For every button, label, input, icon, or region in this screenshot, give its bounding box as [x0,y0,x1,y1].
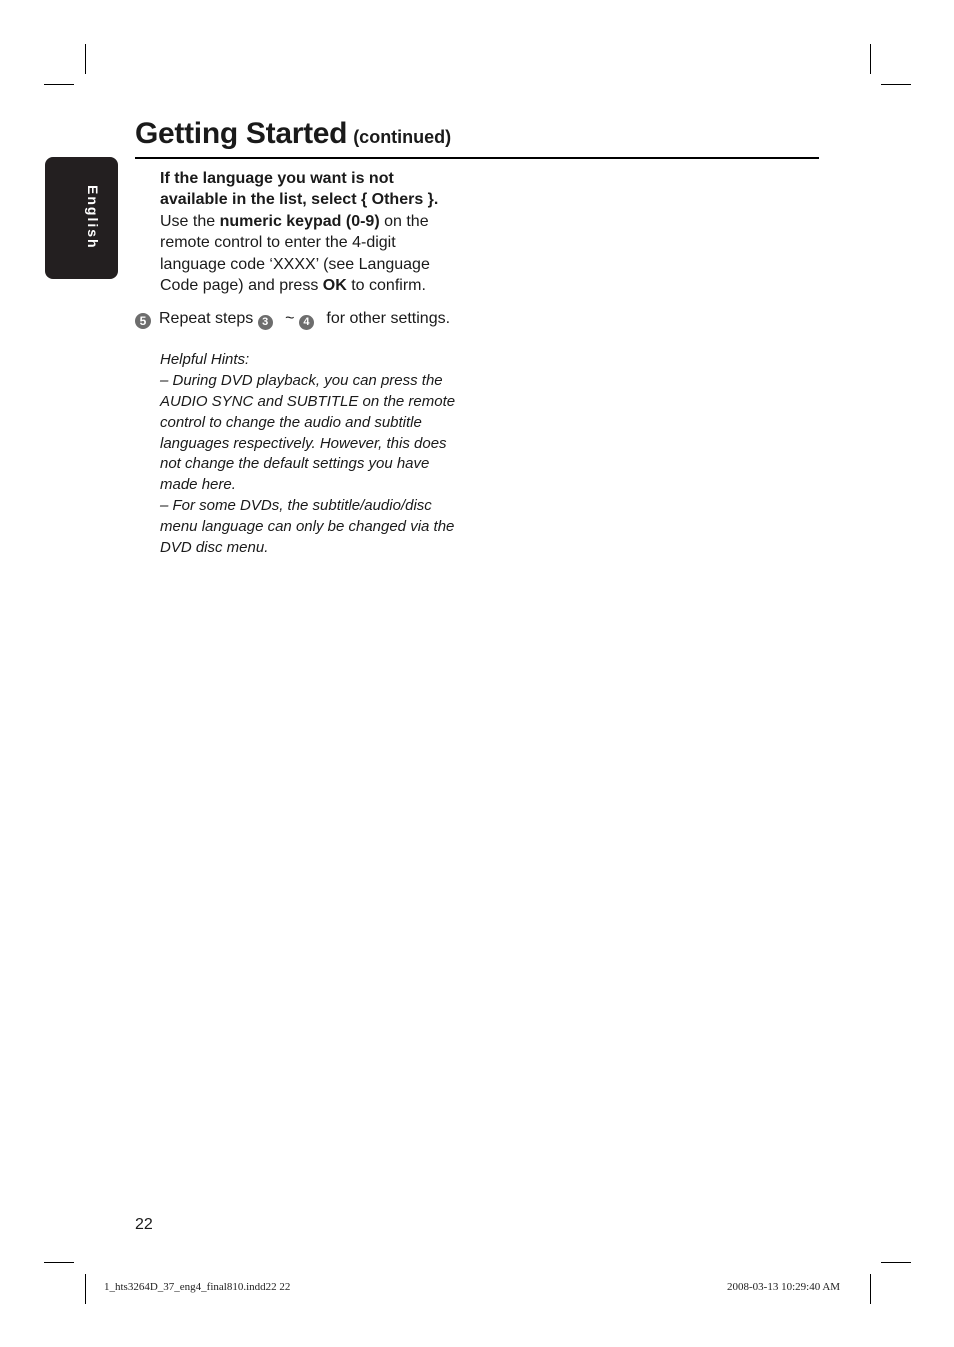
step-number-badge: 5 [135,313,151,329]
step-tilde: ~ [280,310,299,328]
crop-mark [881,1262,911,1263]
hints-heading: Helpful Hints: [160,351,250,369]
page-title [135,117,451,151]
step-ref-badge: 4 [299,315,314,330]
crop-mark [85,1274,86,1304]
hint-item: – During DVD playback, you can press the AUDIO SYNC and SUBTITLE on the remote control to change the audio and subtitle languages respectively. However, this does not change the default settings you have made here. [160,372,456,494]
crop-mark [85,44,86,74]
language-side-tab [45,157,118,279]
instruction-bold: If the language you want is not available in the list, select { Others }. [160,170,439,209]
instruction-text: to confirm. [346,277,426,295]
language-tab-label: English [85,185,101,250]
footer-file-info: 1_hts3264D_37_eng4_final810.indd22 22 [104,1281,291,1293]
crop-mark [870,44,871,74]
crop-mark [881,84,911,85]
keypad-label: numeric keypad (0-9) [219,212,380,230]
instruction-text: on the remote control to enter the 4-digit language code ‘XXXX’ (see Language Code page) and press [160,212,430,295]
instruction-text: Use the [160,212,220,230]
ok-label: OK [322,277,347,295]
crop-mark [44,1262,74,1263]
step-5 [135,308,465,330]
hint-item: – For some DVDs, the subtitle/audio/disc menu language can only be changed via the DVD disc menu. [160,497,455,556]
crop-mark [870,1274,871,1304]
language-instructions [160,168,465,296]
page-number: 22 [135,1216,153,1233]
page-header [135,113,819,159]
title-continued: (continued) [353,127,452,147]
helpful-hints [160,350,465,558]
title-main: Getting Started [135,117,348,150]
step-text: Repeat steps [159,310,258,328]
main-content [135,168,465,558]
step-ref-badge: 3 [258,315,273,330]
step-text: for other settings. [321,310,451,328]
footer-timestamp: 2008-03-13 10:29:40 AM [727,1281,841,1293]
crop-mark [44,84,74,85]
